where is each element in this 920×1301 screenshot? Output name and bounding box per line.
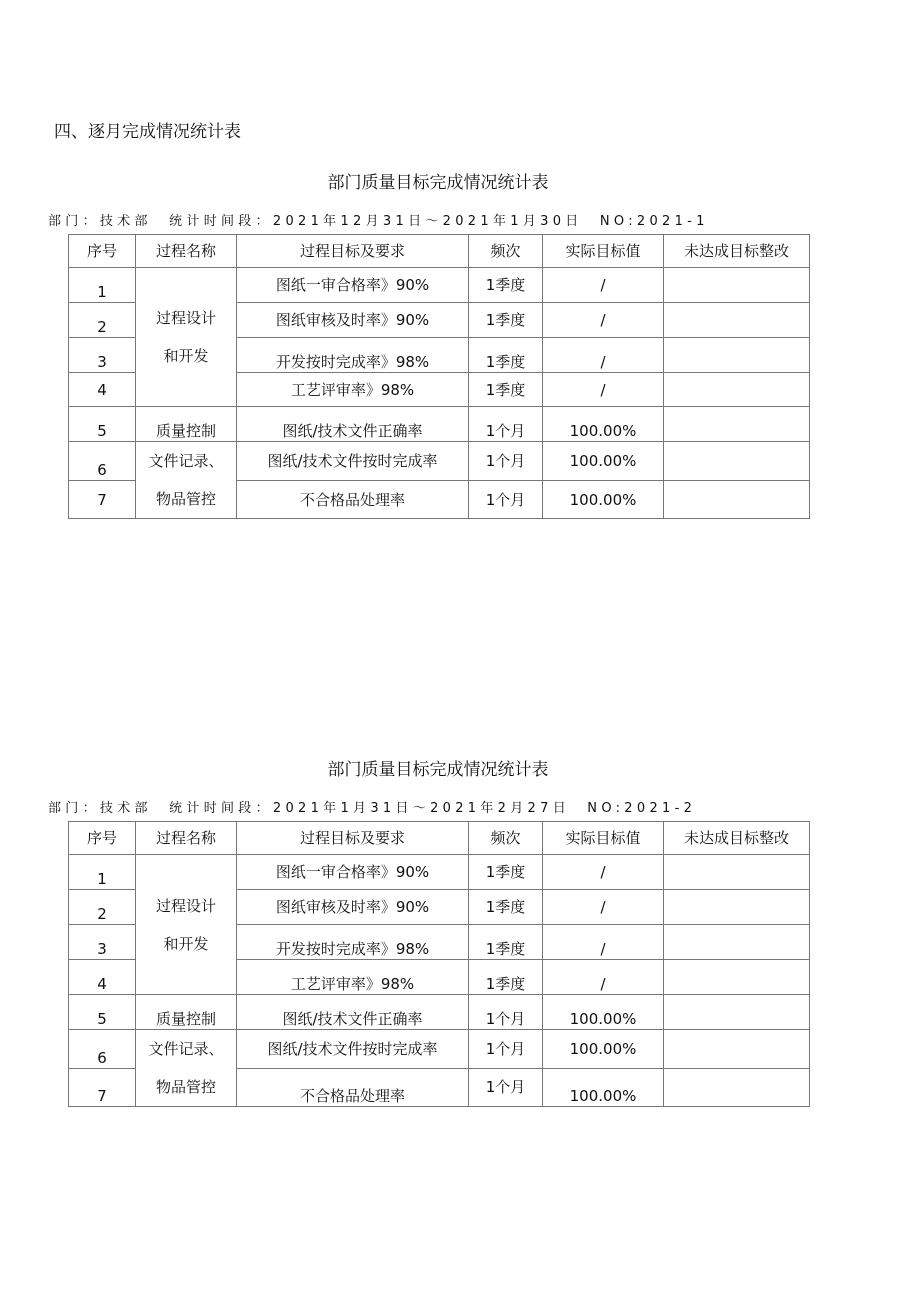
stats-table [68, 821, 810, 1107]
row-no: 2 [69, 303, 136, 338]
report-meta: 部门：技术部 统计时间段：2021年1月31日～2021年2月27日 NO:2021-2 [48, 801, 697, 816]
row-goal: 图纸/技术文件按时完成率 [237, 1030, 469, 1069]
row-frequency: 1个月 [469, 1068, 543, 1107]
stats-table [68, 234, 810, 519]
row-fix [664, 890, 810, 925]
process-name-quality: 质量控制 [136, 995, 237, 1030]
header-process-name: 过程名称 [136, 822, 237, 855]
row-fix [664, 303, 810, 338]
row-frequency: 1季度 [469, 890, 543, 925]
row-no: 7 [69, 1068, 136, 1107]
table-row [69, 855, 810, 890]
report-title: 部门质量目标完成情况统计表 [327, 760, 549, 780]
section-heading: 四、逐月完成情况统计表 [54, 122, 241, 142]
header-actual: 实际目标值 [543, 235, 664, 268]
header-fix: 未达成目标整改 [664, 235, 810, 268]
row-fix [664, 407, 810, 442]
row-fix [664, 855, 810, 890]
header-frequency: 频次 [469, 822, 543, 855]
row-goal: 不合格品处理率 [237, 481, 469, 519]
row-frequency: 1季度 [469, 303, 543, 338]
row-no: 4 [69, 373, 136, 407]
row-goal: 图纸/技术文件按时完成率 [237, 442, 469, 481]
row-no: 4 [69, 960, 136, 995]
row-fix [664, 442, 810, 481]
row-actual: 100.00% [543, 995, 664, 1030]
row-actual: 100.00% [543, 1030, 664, 1069]
row-no: 3 [69, 925, 136, 960]
table-header-row [69, 822, 810, 855]
row-fix [664, 268, 810, 303]
row-no: 1 [69, 855, 136, 890]
row-fix [664, 1030, 810, 1069]
process-name-line: 过程设计 [155, 309, 216, 327]
row-fix [664, 338, 810, 373]
row-no: 1 [69, 268, 136, 303]
row-actual: / [543, 925, 664, 960]
header-goal: 过程目标及要求 [237, 235, 469, 268]
row-actual: / [543, 855, 664, 890]
row-fix [664, 1068, 810, 1107]
row-no: 6 [69, 442, 136, 481]
process-name-records [136, 442, 237, 519]
row-frequency: 1季度 [469, 855, 543, 890]
row-goal: 图纸/技术文件正确率 [237, 407, 469, 442]
row-frequency: 1季度 [469, 373, 543, 407]
row-fix [664, 373, 810, 407]
row-actual: / [543, 338, 664, 373]
process-name-line: 物品管控 [155, 1078, 216, 1096]
row-fix [664, 925, 810, 960]
process-name-design [136, 855, 237, 995]
header-fix: 未达成目标整改 [664, 822, 810, 855]
row-frequency: 1个月 [469, 1030, 543, 1069]
row-actual: / [543, 303, 664, 338]
row-no: 5 [69, 995, 136, 1030]
row-fix [664, 960, 810, 995]
process-name-line: 文件记录、 [148, 1040, 224, 1058]
process-name-records [136, 1030, 237, 1107]
row-goal: 图纸审核及时率》90% [237, 890, 469, 925]
row-actual: / [543, 268, 664, 303]
row-fix [664, 481, 810, 519]
header-no: 序号 [69, 822, 136, 855]
header-process-name: 过程名称 [136, 235, 237, 268]
row-no: 3 [69, 338, 136, 373]
row-actual: / [543, 373, 664, 407]
row-goal: 图纸一审合格率》90% [237, 268, 469, 303]
row-actual: 100.00% [543, 481, 664, 519]
row-frequency: 1季度 [469, 925, 543, 960]
row-goal: 图纸一审合格率》90% [237, 855, 469, 890]
process-name-line: 文件记录、 [148, 452, 224, 470]
table-row [69, 268, 810, 303]
row-no: 6 [69, 1030, 136, 1069]
process-name-line: 和开发 [163, 934, 209, 953]
process-name-quality: 质量控制 [136, 407, 237, 442]
row-goal: 不合格品处理率 [237, 1068, 469, 1107]
header-no: 序号 [69, 235, 136, 268]
row-frequency: 1季度 [469, 338, 543, 373]
row-actual: 100.00% [543, 442, 664, 481]
table-row [69, 407, 810, 442]
row-no: 2 [69, 890, 136, 925]
row-actual: / [543, 890, 664, 925]
process-name-line: 和开发 [163, 347, 209, 365]
row-frequency: 1个月 [469, 407, 543, 442]
row-goal: 图纸审核及时率》90% [237, 303, 469, 338]
table-row [69, 442, 810, 481]
row-goal: 开发按时完成率》98% [237, 925, 469, 960]
table-row [69, 995, 810, 1030]
row-no: 7 [69, 481, 136, 519]
row-frequency: 1个月 [469, 442, 543, 481]
process-name-line: 过程设计 [155, 896, 216, 915]
row-frequency: 1季度 [469, 960, 543, 995]
row-actual: 100.00% [543, 1068, 664, 1107]
header-frequency: 频次 [469, 235, 543, 268]
table-header-row [69, 235, 810, 268]
row-frequency: 1季度 [469, 268, 543, 303]
row-goal: 工艺评审率》98% [237, 373, 469, 407]
row-fix [664, 995, 810, 1030]
process-name-design [136, 268, 237, 407]
header-goal: 过程目标及要求 [237, 822, 469, 855]
row-actual: 100.00% [543, 407, 664, 442]
report-meta: 部门：技术部 统计时间段：2021年12月31日～2021年1月30日 NO:2021-1 [48, 214, 709, 229]
row-goal: 工艺评审率》98% [237, 960, 469, 995]
row-actual: / [543, 960, 664, 995]
row-no: 5 [69, 407, 136, 442]
header-actual: 实际目标值 [543, 822, 664, 855]
row-goal: 开发按时完成率》98% [237, 338, 469, 373]
row-frequency: 1个月 [469, 481, 543, 519]
row-frequency: 1个月 [469, 995, 543, 1030]
process-name-line: 物品管控 [155, 490, 216, 508]
row-goal: 图纸/技术文件正确率 [237, 995, 469, 1030]
table-row [69, 1030, 810, 1069]
report-title: 部门质量目标完成情况统计表 [327, 173, 549, 193]
